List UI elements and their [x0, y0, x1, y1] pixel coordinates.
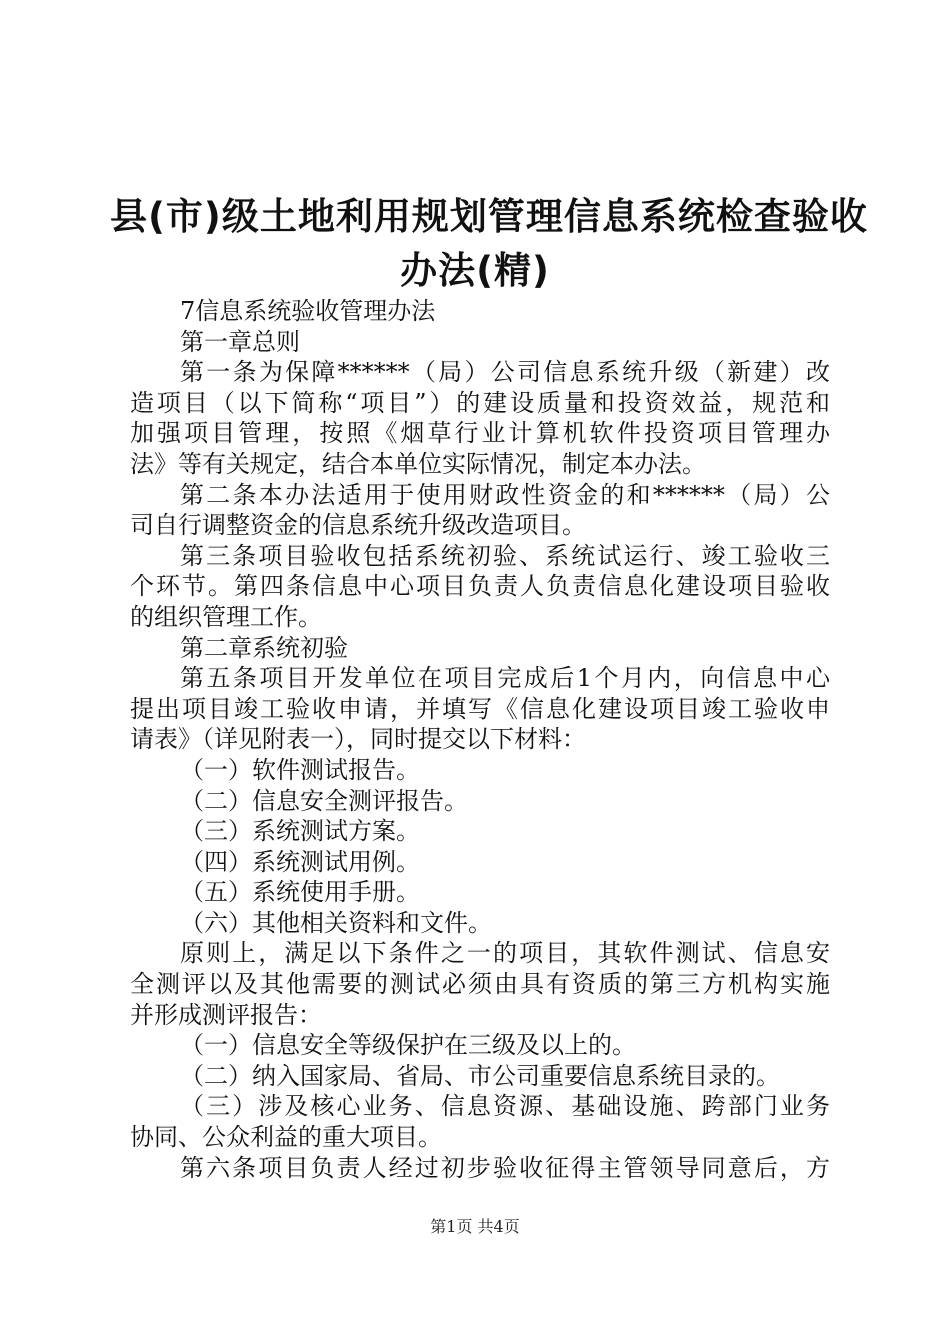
body-line: 协同、公众利益的重大项目。: [130, 1123, 442, 1152]
body-line: 第二章系统初验: [180, 633, 348, 662]
body-line: 个环节。第四条信息中心项目负责人负责信息化建设项目验收: [130, 572, 830, 601]
body-line: 原则上，满足以下条件之一的项目，其软件测试、信息安: [180, 939, 830, 968]
body-line: 第五条项目开发单位在项目完成后1个月内，向信息中心: [180, 664, 830, 693]
body-line: 第六条项目负责人经过初步验收征得主管领导同意后，方: [180, 1153, 830, 1182]
body-line: （四）系统测试用例。: [180, 847, 420, 876]
body-line: 并形成测评报告：: [130, 1000, 322, 1029]
body-line: 司自行调整资金的信息系统升级改造项目。: [130, 511, 586, 540]
body-line: 造项目（以下简称“项目”）的建设质量和投资效益，规范和: [130, 388, 830, 417]
body-line: （六）其他相关资料和文件。: [180, 908, 492, 937]
body-line: 的组织管理工作。: [130, 602, 322, 631]
body-line: （三）系统测试方案。: [180, 817, 420, 846]
body-line: （一）信息安全等级保护在三级及以上的。: [180, 1031, 636, 1060]
body-line: （五）系统使用手册。: [180, 878, 420, 907]
body-line: （二）纳入国家局、省局、市公司重要信息系统目录的。: [180, 1061, 780, 1090]
body-line: （二）信息安全测评报告。: [180, 786, 468, 815]
body-line: 第一条为保障******（局）公司信息系统升级（新建）改: [180, 358, 830, 387]
body-line: 加强项目管理，按照《烟草行业计算机软件投资项目管理办: [130, 419, 830, 448]
document-body: [130, 296, 830, 1183]
body-line: 第三条项目验收包括系统初验、系统试运行、竣工验收三: [180, 541, 830, 570]
body-line: 第二条本办法适用于使用财政性资金的和******（局）公: [180, 480, 830, 509]
body-line: 请表》（详见附表一），同时提交以下材料：: [130, 725, 586, 754]
body-line: 第一章总则: [180, 327, 300, 356]
body-line: 提出项目竣工验收申请，并填写《信息化建设项目竣工验收申: [130, 694, 830, 723]
document-title-line-2: 办法(精): [400, 249, 550, 292]
document-title-line-1: 县(市)级土地利用规划管理信息系统检查验收: [110, 195, 868, 238]
page-footer: 第1页 共4页: [430, 1217, 520, 1236]
body-line: 全测评以及其他需要的测试必须由具有资质的第三方机构实施: [130, 970, 830, 999]
body-line: （三）涉及核心业务、信息资源、基础设施、跨部门业务: [180, 1092, 830, 1121]
body-line: 法》等有关规定，结合本单位实际情况，制定本办法。: [130, 449, 706, 478]
body-line: （一）软件测试报告。: [180, 755, 420, 784]
body-line: 7信息系统验收管理办法: [180, 297, 436, 325]
